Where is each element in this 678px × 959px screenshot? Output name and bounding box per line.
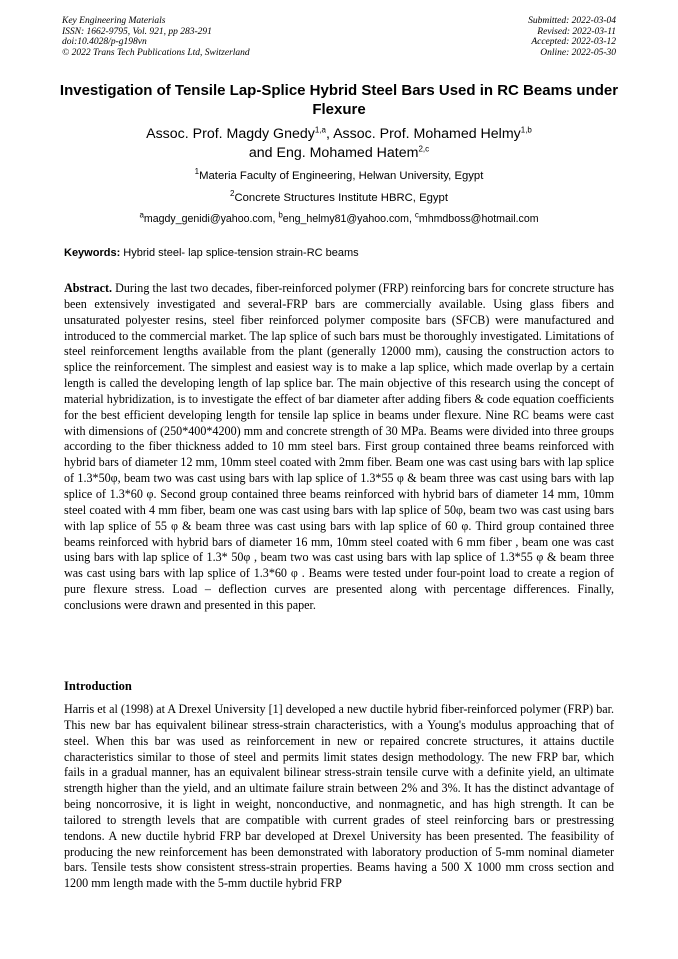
online-date: Online: 2022-05-30 <box>540 47 616 58</box>
author-1: Assoc. Prof. Magdy Gnedy <box>146 126 315 142</box>
author-2-affiliation-mark: 1,b <box>520 125 532 135</box>
affiliation-2-mark: 2 <box>230 189 235 199</box>
paper-title: Investigation of Tensile Lap-Splice Hybrid Steel Bars Used in RC Beams under Flexure <box>59 82 619 118</box>
submitted-date: Submitted: 2022-03-04 <box>528 16 616 26</box>
dates-info <box>528 16 616 58</box>
author-separator: , <box>325 126 334 142</box>
affiliation-1-text: Materia Faculty of Engineering, Helwan University, Egypt <box>199 170 484 182</box>
email-a[interactable]: magdy_genidi@yahoo.com, <box>143 213 279 225</box>
author-3-affiliation-mark: 2,c <box>418 144 430 154</box>
email-a-mark: a <box>139 210 144 220</box>
affiliation-1-mark: 1 <box>194 167 200 177</box>
affiliation-2 <box>40 191 638 205</box>
keywords <box>64 246 614 260</box>
journal-info <box>62 16 250 58</box>
introduction-text: Harris et al (1998) at A Drexel University [1] developed a new ductile hybrid fiber-reinforced polymer (FRP) bar. This new bar has equivalent bilinear stress-strain characteristics, with a Young's modulus approaching that of steel. When this bar was used as reinforcement in new or repaired concrete structures, it attains ductile characteristics similar to those of steel and permits limit states design methodology. The new FRP bar, which fails in a gradual manner, has an equivalent bilinear stress-strain tensile curve with a definite yield, an ultimate strength higher than the yield, and an ultimate failure strain between 2% and 3%. It has the distinct advantage of being noncorrosive, it is light in weight, nonconductive, and nonmagnetic, and has high strength. It can be tailored to strength levels that are compatible with current grades of steel reinforcing bars or prestressing tendons. A new ductile hybrid FRP bar developed at Drexel University has been presented. The feasibility of producing the new reinforcement has been demonstrated with laboratory production of 5-mm nominal diameter bars. Tensile tests show consistent stress-strain properties. Beams having a 500 X 1000 mm cross section and 1200 mm length made with the 5-mm ductile hybrid FRP <box>64 702 614 891</box>
affiliation-2-text: Concrete Structures Institute HBRC, Egypt <box>234 192 448 204</box>
author-emails <box>40 212 638 226</box>
doi: doi:10.4028/p-g198vn <box>62 37 147 48</box>
author-3: and Eng. Mohamed Hatem <box>248 145 419 161</box>
author-1-affiliation-mark: 1,a <box>314 125 326 135</box>
copyright: © 2022 Trans Tech Publications Ltd, Switzerland <box>62 47 250 58</box>
affiliation-1 <box>40 169 638 183</box>
journal-name: Key Engineering Materials <box>62 16 166 26</box>
abstract <box>64 281 614 614</box>
email-c[interactable]: mhmdboss@hotmail.com <box>418 213 539 225</box>
author-2: Assoc. Prof. Mohamed Helmy <box>333 126 521 142</box>
author-list <box>40 125 638 163</box>
keywords-text: Hybrid steel- lap splice-tension strain-RC beams <box>120 247 359 259</box>
abstract-label: Abstract. <box>64 281 113 295</box>
keywords-label: Keywords: <box>64 247 121 259</box>
abstract-text: During the last two decades, fiber-reinforced polymer (FRP) reinforcing bars for concrete structure has been extensively investigated and several-FRP bars are commercially available. Using glass fibers and unsaturated polyester resins, steel fiber reinforced polymer composite bars (SFCB) were manufactured and introduced to the commercial market. The lap splice of such bars must be thoroughly investigated. Limitations of steel reinforcement lengths available from the plant (generally 12000 mm), causing the construction actors to splice the reinforcement. The simplest and easiest way is to make a lap splice, which made overlap by a certain length is called the developing length of lap splice bar. The main objective of this research using the concept of material hybridization, is to investigate the effect of bar diameter after adding fibers & code equation coefficients for the best efficient developing length for tensile lap splice in beams under flexure. Nine RC beams were cast with dimensions of (250*400*4200) mm and concrete strength of 30 MPa. Beams were divided into three groups according to the fiber thickness added to 10 mm steel bars. First group contained three beams reinforced with hybrid bars of diameter 12 mm, 10mm steel coated with 2mm fiber. Beam one was cast using bars with lap splice of 1.3*50φ, beam two was cast using bars with lap splice of 1.3*55 φ & beam three was cast using bars with lap splice of 1.3*60 φ. Second group contained three beams reinforced with hybrid bars of diameter 14 mm, 10mm steel coated with 4 mm fiber, beam one was cast using bars with lap splice of 50φ, beam two was cast using bars with lap splice of 55 φ & beam three was cast using bars with lap splice of 60 φ. Third group contained three beams reinforced with hybrid bars of diameter 16 mm, 10mm steel coated with 6 mm fiber , beam one was cast using bars with lap splice of 1.3* 50φ , beam two was cast using bars with lap splice of 1.3*55 φ & beam three was cast using bars with lap splice of 1.3*60 φ . Beams were tested under four-point load to create a region of pure flexure stress. Load – deflection curves are presented along with percentage differences. Finally, conclusions were drawn and presented in this paper. <box>64 281 614 612</box>
journal-issn: ISSN: 1662-9795, Vol. 921, pp 283-291 <box>62 26 212 37</box>
introduction-heading: Introduction <box>64 679 132 693</box>
email-b[interactable]: eng_helmy81@yahoo.com, <box>282 213 415 225</box>
email-b-mark: b <box>278 210 283 220</box>
email-c-mark: c <box>414 210 419 220</box>
accepted-date: Accepted: 2022-03-12 <box>531 37 616 48</box>
revised-date: Revised: 2022-03-11 <box>537 26 616 37</box>
